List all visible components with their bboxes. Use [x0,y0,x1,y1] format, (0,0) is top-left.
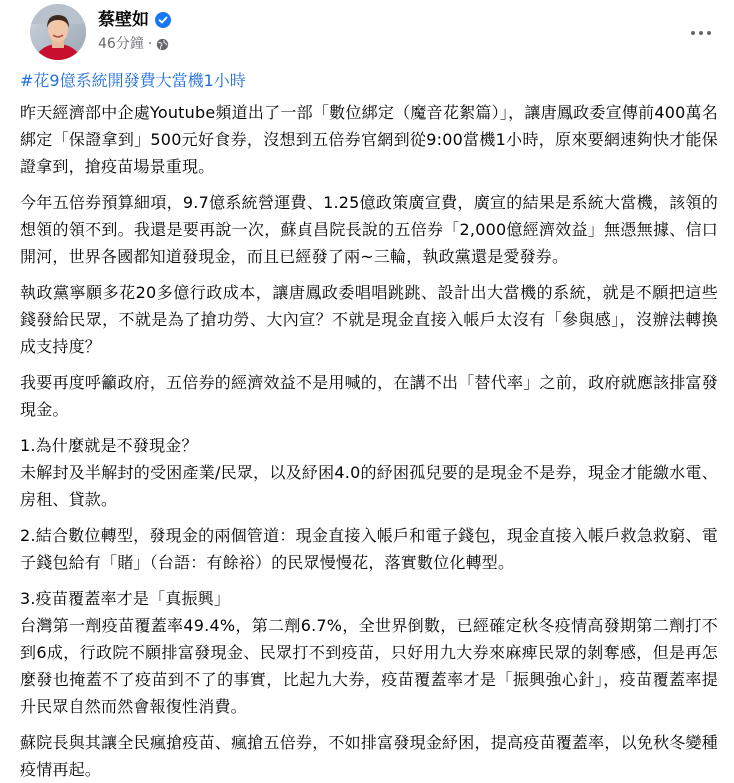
post-paragraph: 執政黨寧願多花20多億行政成本，讓唐鳳政委唱唱跳跳、設計出大當機的系統，就是不願把這些錢發給民眾，不就是為了搶功勞、大內宣？不就是現金直接入帳戶太沒有「參與感」，沒辦法轉換成支持度？ [20,283,718,356]
meta-separator: · [147,36,153,52]
author-row [98,9,171,31]
post-header [18,0,734,70]
author-avatar[interactable] [30,4,86,60]
post-paragraph: 3.疫苗覆蓋率才是「真振興」 台灣第一劑疫苗覆蓋率49.4%，第二劑6.7%，全世界倒數，已經確定秋冬疫情高發期第二劑打不到6成，行政院不願排富發現金、民眾打不到疫苗，只好用九大券來麻痺民眾的剝奪感，但是再怎麼發也掩蓋不了疫苗到不了的事實，比起九大券，疫苗覆蓋率才是「振興強心針」，疫苗覆蓋率提升民眾自然而然會報復性消費。 [20,589,718,716]
post-paragraph: 我要再度呼籲政府，五倍券的經濟效益不是用喊的，在講不出「替代率」之前，政府就應該排富發現金。 [20,373,718,419]
post-paragraph: 昨天經濟部中企處Youtube頻道出了一部「數位綁定（魔音花絮篇）」，讓唐鳳政委宣傳前400萬名綁定「保證拿到」500元好食券，沒想到五倍券官網到從9:00當機1小時，原來要網速夠快才能保證拿到，搶疫苗場景重現。 [20,103,718,176]
post-body [18,99,734,783]
post-paragraph: 今年五倍券預算細項，9.7億系統營運費、1.25億政策廣宣費，廣宣的結果是系統大當機，該領的想領的領不到。我還是要再說一次，蘇貞昌院長說的五倍券「2,000億經濟效益」無憑無據、信口開河，世界各國都知道發現金，而且已經發了兩~三輪，執政黨還是愛發券。 [20,193,718,266]
hashtag-link[interactable]: #花9億系統開發費大當機1小時 [20,71,246,90]
post-timestamp[interactable]: 46分鐘 [98,36,144,52]
avatar-portrait [30,4,86,60]
author-name[interactable]: 蔡壁如 [98,10,149,30]
author-block [98,9,171,53]
more-options-icon[interactable] [686,18,716,48]
post-paragraph: 2.結合數位轉型，發現金的兩個管道：現金直接入帳戶和電子錢包，現金直接入帳戶救急救窮、電子錢包給有「賭」（台語：有餘裕）的民眾慢慢花，落實數位化轉型。 [20,526,718,572]
verified-badge-icon [155,12,171,28]
globe-icon[interactable] [156,38,169,51]
post-paragraph: 1.為什麼就是不發現金？ 未解封及半解封的受困產業/民眾，以及紓困4.0的紓困孤兒要的是現金不是券，現金才能繳水電、房租、貸款。 [20,436,718,509]
post-meta [98,35,171,53]
post-paragraph: 蘇院長與其讓全民瘋搶疫苗、瘋搶五倍券，不如排富發現金紓困，提高疫苗覆蓋率，以免秋冬變種疫情再起。 [20,733,718,779]
